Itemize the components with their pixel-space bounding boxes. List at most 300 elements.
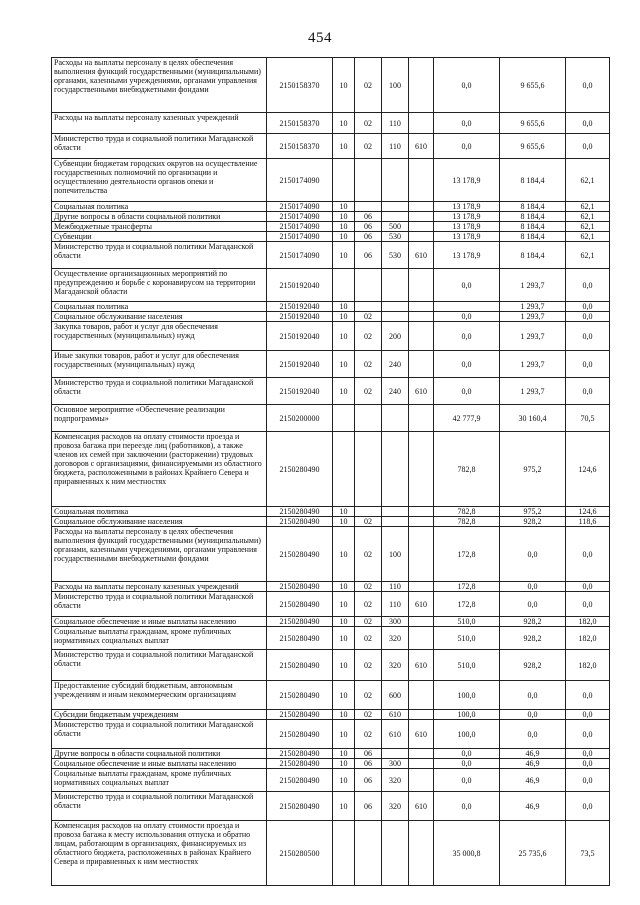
actual-amount-cell: 1 293,7 bbox=[500, 351, 566, 378]
table-row bbox=[52, 222, 610, 232]
target-article-cell: 2150192040 bbox=[267, 378, 333, 405]
target-article-cell: 2150280490 bbox=[267, 592, 333, 617]
target-article-cell: 2150280490 bbox=[267, 792, 333, 821]
budget-table bbox=[51, 57, 610, 886]
section-cell: 10 bbox=[333, 222, 355, 232]
target-article-cell: 2150174090 bbox=[267, 242, 333, 269]
actual-amount-cell: 928,2 bbox=[500, 650, 566, 681]
section-cell: 10 bbox=[333, 113, 355, 134]
row-name-cell: Социальные выплаты гражданам, кроме публичных нормативных социальных выплат bbox=[52, 769, 267, 792]
percent-cell: 73,5 bbox=[566, 821, 610, 886]
grbs-cell bbox=[409, 582, 434, 592]
row-name-cell: Министерство труда и социальной политики Магаданской области bbox=[52, 378, 267, 405]
grbs-cell: 610 bbox=[409, 134, 434, 159]
section-cell: 10 bbox=[333, 681, 355, 710]
section-cell: 10 bbox=[333, 242, 355, 269]
target-article-cell: 2150280500 bbox=[267, 821, 333, 886]
target-article-cell: 2150280490 bbox=[267, 617, 333, 627]
plan-amount-cell: 782,8 bbox=[434, 432, 500, 507]
actual-amount-cell: 928,2 bbox=[500, 617, 566, 627]
grbs-cell bbox=[409, 821, 434, 886]
subsection-cell: 02 bbox=[355, 617, 382, 627]
section-cell: 10 bbox=[333, 202, 355, 212]
row-name-cell: Осуществление организационных мероприятий по предупреждению и борьбе с коронавирусом на территории Магаданской области bbox=[52, 269, 267, 302]
plan-amount-cell: 510,0 bbox=[434, 627, 500, 650]
grbs-cell bbox=[409, 232, 434, 242]
target-article-cell: 2150158370 bbox=[267, 58, 333, 113]
plan-amount-cell: 0,0 bbox=[434, 792, 500, 821]
grbs-cell bbox=[409, 113, 434, 134]
actual-amount-cell: 46,9 bbox=[500, 759, 566, 769]
actual-amount-cell: 46,9 bbox=[500, 749, 566, 759]
plan-amount-cell: 42 777,9 bbox=[434, 405, 500, 432]
subsection-cell: 02 bbox=[355, 627, 382, 650]
row-name-cell: Расходы на выплаты персоналу казенных учреждений bbox=[52, 113, 267, 134]
table-row bbox=[52, 592, 610, 617]
target-article-cell: 2150280490 bbox=[267, 627, 333, 650]
expense-type-cell: 300 bbox=[382, 759, 409, 769]
expense-type-cell bbox=[382, 202, 409, 212]
row-name-cell: Министерство труда и социальной политики Магаданской области bbox=[52, 134, 267, 159]
row-name-cell: Предоставление субсидий бюджетным, автономным учреждениям и иным некоммерческим организациям bbox=[52, 681, 267, 710]
table-row bbox=[52, 582, 610, 592]
table-row bbox=[52, 322, 610, 351]
grbs-cell bbox=[409, 58, 434, 113]
percent-cell: 0,0 bbox=[566, 759, 610, 769]
section-cell bbox=[333, 405, 355, 432]
target-article-cell: 2150158370 bbox=[267, 134, 333, 159]
subsection-cell: 02 bbox=[355, 312, 382, 322]
expense-type-cell: 320 bbox=[382, 792, 409, 821]
plan-amount-cell: 0,0 bbox=[434, 58, 500, 113]
row-name-cell: Расходы на выплаты персоналу в целях обеспечения выполнения функций государственными (муниципальными) органами, казенными учреждениями, органами управления государственными внебюджетными фондами bbox=[52, 527, 267, 582]
grbs-cell: 610 bbox=[409, 792, 434, 821]
expense-type-cell: 530 bbox=[382, 232, 409, 242]
percent-cell: 118,6 bbox=[566, 517, 610, 527]
table-row bbox=[52, 821, 610, 886]
percent-cell: 0,0 bbox=[566, 769, 610, 792]
table-row bbox=[52, 759, 610, 769]
grbs-cell bbox=[409, 269, 434, 302]
table-row bbox=[52, 749, 610, 759]
target-article-cell: 2150280490 bbox=[267, 759, 333, 769]
grbs-cell bbox=[409, 322, 434, 351]
subsection-cell: 02 bbox=[355, 113, 382, 134]
grbs-cell bbox=[409, 302, 434, 312]
percent-cell: 62,1 bbox=[566, 202, 610, 212]
percent-cell: 0,0 bbox=[566, 322, 610, 351]
grbs-cell bbox=[409, 202, 434, 212]
grbs-cell: 610 bbox=[409, 242, 434, 269]
plan-amount-cell: 13 178,9 bbox=[434, 212, 500, 222]
expense-type-cell: 320 bbox=[382, 650, 409, 681]
target-article-cell: 2150174090 bbox=[267, 202, 333, 212]
percent-cell: 0,0 bbox=[566, 720, 610, 749]
subsection-cell bbox=[355, 159, 382, 202]
table-row bbox=[52, 159, 610, 202]
target-article-cell: 2150280490 bbox=[267, 507, 333, 517]
target-article-cell: 2150174090 bbox=[267, 159, 333, 202]
plan-amount-cell: 782,8 bbox=[434, 507, 500, 517]
target-article-cell: 2150280490 bbox=[267, 650, 333, 681]
subsection-cell: 02 bbox=[355, 517, 382, 527]
row-name-cell: Министерство труда и социальной политики Магаданской области bbox=[52, 792, 267, 821]
percent-cell: 0,0 bbox=[566, 582, 610, 592]
percent-cell: 0,0 bbox=[566, 58, 610, 113]
row-name-cell: Министерство труда и социальной политики Магаданской области bbox=[52, 592, 267, 617]
subsection-cell: 02 bbox=[355, 710, 382, 720]
subsection-cell bbox=[355, 405, 382, 432]
page-number: 454 bbox=[308, 30, 332, 46]
subsection-cell: 06 bbox=[355, 759, 382, 769]
row-name-cell: Министерство труда и социальной политики Магаданской области bbox=[52, 720, 267, 749]
grbs-cell bbox=[409, 617, 434, 627]
section-cell: 10 bbox=[333, 517, 355, 527]
plan-amount-cell: 172,8 bbox=[434, 582, 500, 592]
subsection-cell: 02 bbox=[355, 134, 382, 159]
section-cell bbox=[333, 269, 355, 302]
percent-cell: 0,0 bbox=[566, 710, 610, 720]
grbs-cell bbox=[409, 507, 434, 517]
subsection-cell: 02 bbox=[355, 351, 382, 378]
grbs-cell bbox=[409, 212, 434, 222]
grbs-cell: 610 bbox=[409, 720, 434, 749]
plan-amount-cell: 13 178,9 bbox=[434, 202, 500, 212]
target-article-cell: 2150280490 bbox=[267, 517, 333, 527]
subsection-cell: 02 bbox=[355, 720, 382, 749]
actual-amount-cell: 0,0 bbox=[500, 710, 566, 720]
grbs-cell bbox=[409, 769, 434, 792]
grbs-cell: 610 bbox=[409, 650, 434, 681]
target-article-cell: 2150192040 bbox=[267, 351, 333, 378]
row-name-cell: Субвенции бюджетам городских округов на осуществление государственных полномочий по организации и осуществлению деятельности органов опеки и попечительства bbox=[52, 159, 267, 202]
actual-amount-cell: 0,0 bbox=[500, 527, 566, 582]
expense-type-cell bbox=[382, 312, 409, 322]
expense-type-cell bbox=[382, 821, 409, 886]
actual-amount-cell: 1 293,7 bbox=[500, 302, 566, 312]
percent-cell: 182,0 bbox=[566, 650, 610, 681]
section-cell: 10 bbox=[333, 351, 355, 378]
actual-amount-cell: 46,9 bbox=[500, 792, 566, 821]
actual-amount-cell: 1 293,7 bbox=[500, 269, 566, 302]
section-cell: 10 bbox=[333, 792, 355, 821]
percent-cell: 0,0 bbox=[566, 749, 610, 759]
expense-type-cell bbox=[382, 269, 409, 302]
section-cell: 10 bbox=[333, 627, 355, 650]
plan-amount-cell: 0,0 bbox=[434, 769, 500, 792]
table-row bbox=[52, 351, 610, 378]
grbs-cell bbox=[409, 627, 434, 650]
subsection-cell bbox=[355, 269, 382, 302]
grbs-cell bbox=[409, 517, 434, 527]
plan-amount-cell: 172,8 bbox=[434, 592, 500, 617]
row-name-cell: Социальное обслуживание населения bbox=[52, 312, 267, 322]
percent-cell: 0,0 bbox=[566, 592, 610, 617]
expense-type-cell: 110 bbox=[382, 134, 409, 159]
table-row bbox=[52, 517, 610, 527]
percent-cell: 0,0 bbox=[566, 378, 610, 405]
actual-amount-cell: 928,2 bbox=[500, 517, 566, 527]
target-article-cell: 2150280490 bbox=[267, 432, 333, 507]
actual-amount-cell: 8 184,4 bbox=[500, 159, 566, 202]
expense-type-cell: 600 bbox=[382, 681, 409, 710]
plan-amount-cell: 0,0 bbox=[434, 312, 500, 322]
row-name-cell: Межбюджетные трансферты bbox=[52, 222, 267, 232]
actual-amount-cell: 928,2 bbox=[500, 627, 566, 650]
subsection-cell bbox=[355, 302, 382, 312]
row-name-cell: Субсидии бюджетным учреждениям bbox=[52, 710, 267, 720]
row-name-cell: Социальное обеспечение и иные выплаты населению bbox=[52, 759, 267, 769]
row-name-cell: Закупка товаров, работ и услуг для обеспечения государственных (муниципальных) нужд bbox=[52, 322, 267, 351]
expense-type-cell bbox=[382, 302, 409, 312]
plan-amount-cell: 100,0 bbox=[434, 720, 500, 749]
target-article-cell: 2150280490 bbox=[267, 527, 333, 582]
actual-amount-cell: 8 184,4 bbox=[500, 222, 566, 232]
section-cell: 10 bbox=[333, 650, 355, 681]
percent-cell: 124,6 bbox=[566, 432, 610, 507]
section-cell: 10 bbox=[333, 582, 355, 592]
table-row bbox=[52, 312, 610, 322]
actual-amount-cell: 8 184,4 bbox=[500, 242, 566, 269]
section-cell: 10 bbox=[333, 312, 355, 322]
expense-type-cell bbox=[382, 405, 409, 432]
section-cell: 10 bbox=[333, 322, 355, 351]
percent-cell: 0,0 bbox=[566, 113, 610, 134]
plan-amount-cell: 13 178,9 bbox=[434, 232, 500, 242]
grbs-cell bbox=[409, 432, 434, 507]
grbs-cell: 610 bbox=[409, 592, 434, 617]
expense-type-cell bbox=[382, 159, 409, 202]
grbs-cell bbox=[409, 159, 434, 202]
expense-type-cell: 530 bbox=[382, 242, 409, 269]
expense-type-cell: 240 bbox=[382, 351, 409, 378]
actual-amount-cell: 46,9 bbox=[500, 769, 566, 792]
plan-amount-cell bbox=[434, 302, 500, 312]
section-cell bbox=[333, 821, 355, 886]
section-cell: 10 bbox=[333, 749, 355, 759]
subsection-cell: 02 bbox=[355, 58, 382, 113]
target-article-cell: 2150280490 bbox=[267, 720, 333, 749]
actual-amount-cell: 0,0 bbox=[500, 720, 566, 749]
plan-amount-cell: 0,0 bbox=[434, 351, 500, 378]
percent-cell: 124,6 bbox=[566, 507, 610, 517]
row-name-cell: Министерство труда и социальной политики Магаданской области bbox=[52, 242, 267, 269]
actual-amount-cell: 9 655,6 bbox=[500, 134, 566, 159]
plan-amount-cell: 100,0 bbox=[434, 681, 500, 710]
section-cell: 10 bbox=[333, 378, 355, 405]
grbs-cell bbox=[409, 222, 434, 232]
actual-amount-cell: 9 655,6 bbox=[500, 113, 566, 134]
target-article-cell: 2150158370 bbox=[267, 113, 333, 134]
section-cell: 10 bbox=[333, 720, 355, 749]
plan-amount-cell: 0,0 bbox=[434, 113, 500, 134]
grbs-cell bbox=[409, 749, 434, 759]
actual-amount-cell: 8 184,4 bbox=[500, 232, 566, 242]
expense-type-cell: 110 bbox=[382, 113, 409, 134]
actual-amount-cell: 30 160,4 bbox=[500, 405, 566, 432]
plan-amount-cell: 782,8 bbox=[434, 517, 500, 527]
expense-type-cell bbox=[382, 507, 409, 517]
table-row bbox=[52, 432, 610, 507]
plan-amount-cell: 510,0 bbox=[434, 617, 500, 627]
percent-cell: 0,0 bbox=[566, 527, 610, 582]
table-row bbox=[52, 113, 610, 134]
grbs-cell: 610 bbox=[409, 378, 434, 405]
subsection-cell bbox=[355, 507, 382, 517]
actual-amount-cell: 9 655,6 bbox=[500, 58, 566, 113]
percent-cell: 62,1 bbox=[566, 212, 610, 222]
plan-amount-cell: 35 000,8 bbox=[434, 821, 500, 886]
target-article-cell: 2150192040 bbox=[267, 269, 333, 302]
target-article-cell: 2150192040 bbox=[267, 322, 333, 351]
target-article-cell: 2150174090 bbox=[267, 222, 333, 232]
table-row bbox=[52, 627, 610, 650]
percent-cell: 70,5 bbox=[566, 405, 610, 432]
expense-type-cell: 110 bbox=[382, 582, 409, 592]
row-name-cell: Расходы на выплаты персоналу казенных учреждений bbox=[52, 582, 267, 592]
plan-amount-cell: 0,0 bbox=[434, 759, 500, 769]
expense-type-cell: 110 bbox=[382, 592, 409, 617]
percent-cell: 182,0 bbox=[566, 617, 610, 627]
table-row bbox=[52, 232, 610, 242]
actual-amount-cell: 8 184,4 bbox=[500, 212, 566, 222]
expense-type-cell bbox=[382, 432, 409, 507]
plan-amount-cell: 172,8 bbox=[434, 527, 500, 582]
plan-amount-cell: 13 178,9 bbox=[434, 159, 500, 202]
percent-cell: 62,1 bbox=[566, 232, 610, 242]
row-name-cell: Субвенции bbox=[52, 232, 267, 242]
subsection-cell: 06 bbox=[355, 792, 382, 821]
section-cell: 10 bbox=[333, 527, 355, 582]
expense-type-cell: 500 bbox=[382, 222, 409, 232]
row-name-cell: Основное мероприятие «Обеспечение реализации подпрограммы» bbox=[52, 405, 267, 432]
subsection-cell: 06 bbox=[355, 212, 382, 222]
actual-amount-cell: 0,0 bbox=[500, 681, 566, 710]
subsection-cell: 02 bbox=[355, 322, 382, 351]
grbs-cell bbox=[409, 710, 434, 720]
actual-amount-cell: 1 293,7 bbox=[500, 378, 566, 405]
expense-type-cell bbox=[382, 749, 409, 759]
actual-amount-cell: 1 293,7 bbox=[500, 322, 566, 351]
subsection-cell: 06 bbox=[355, 222, 382, 232]
percent-cell: 0,0 bbox=[566, 792, 610, 821]
section-cell bbox=[333, 432, 355, 507]
target-article-cell: 2150200000 bbox=[267, 405, 333, 432]
section-cell: 10 bbox=[333, 592, 355, 617]
row-name-cell: Социальная политика bbox=[52, 507, 267, 517]
plan-amount-cell: 13 178,9 bbox=[434, 222, 500, 232]
percent-cell: 62,1 bbox=[566, 222, 610, 232]
expense-type-cell bbox=[382, 517, 409, 527]
table-row bbox=[52, 527, 610, 582]
expense-type-cell: 320 bbox=[382, 769, 409, 792]
actual-amount-cell: 1 293,7 bbox=[500, 312, 566, 322]
table-row bbox=[52, 202, 610, 212]
target-article-cell: 2150280490 bbox=[267, 769, 333, 792]
plan-amount-cell: 13 178,9 bbox=[434, 242, 500, 269]
target-article-cell: 2150174090 bbox=[267, 232, 333, 242]
section-cell bbox=[333, 159, 355, 202]
target-article-cell: 2150280490 bbox=[267, 710, 333, 720]
table-row bbox=[52, 58, 610, 113]
table-row bbox=[52, 769, 610, 792]
expense-type-cell bbox=[382, 212, 409, 222]
section-cell: 10 bbox=[333, 232, 355, 242]
table-row bbox=[52, 302, 610, 312]
grbs-cell bbox=[409, 405, 434, 432]
table-row bbox=[52, 405, 610, 432]
target-article-cell: 2150192040 bbox=[267, 302, 333, 312]
percent-cell: 62,1 bbox=[566, 159, 610, 202]
grbs-cell bbox=[409, 351, 434, 378]
subsection-cell bbox=[355, 432, 382, 507]
percent-cell: 0,0 bbox=[566, 269, 610, 302]
table-row bbox=[52, 134, 610, 159]
row-name-cell: Другие вопросы в области социальной политики bbox=[52, 212, 267, 222]
row-name-cell: Социальная политика bbox=[52, 202, 267, 212]
section-cell: 10 bbox=[333, 710, 355, 720]
plan-amount-cell: 0,0 bbox=[434, 322, 500, 351]
plan-amount-cell: 0,0 bbox=[434, 134, 500, 159]
table-row bbox=[52, 212, 610, 222]
subsection-cell: 02 bbox=[355, 592, 382, 617]
actual-amount-cell: 0,0 bbox=[500, 582, 566, 592]
subsection-cell bbox=[355, 202, 382, 212]
subsection-cell: 02 bbox=[355, 650, 382, 681]
table-row bbox=[52, 792, 610, 821]
expense-type-cell: 100 bbox=[382, 527, 409, 582]
target-article-cell: 2150280490 bbox=[267, 681, 333, 710]
actual-amount-cell: 8 184,4 bbox=[500, 202, 566, 212]
row-name-cell: Компенсация расходов на оплату стоимости проезда и провоза багажа при переезде лиц (работников), а также членов их семей при заключении (расторжении) трудовых договоров с организациями, финансируемыми из областного бюджета, расположенными в районах Крайнего Севера и приравненных к ним местностях bbox=[52, 432, 267, 507]
grbs-cell bbox=[409, 759, 434, 769]
row-name-cell: Социальное обслуживание населения bbox=[52, 517, 267, 527]
target-article-cell: 2150280490 bbox=[267, 582, 333, 592]
subsection-cell: 02 bbox=[355, 378, 382, 405]
table-row bbox=[52, 720, 610, 749]
expense-type-cell: 300 bbox=[382, 617, 409, 627]
section-cell: 10 bbox=[333, 617, 355, 627]
plan-amount-cell: 0,0 bbox=[434, 378, 500, 405]
row-name-cell: Иные закупки товаров, работ и услуг для обеспечения государственных (муниципальных) нужд bbox=[52, 351, 267, 378]
expense-type-cell: 610 bbox=[382, 720, 409, 749]
expense-type-cell: 100 bbox=[382, 58, 409, 113]
section-cell: 10 bbox=[333, 769, 355, 792]
subsection-cell: 02 bbox=[355, 582, 382, 592]
subsection-cell: 06 bbox=[355, 232, 382, 242]
percent-cell: 182,0 bbox=[566, 627, 610, 650]
target-article-cell: 2150174090 bbox=[267, 212, 333, 222]
percent-cell: 0,0 bbox=[566, 134, 610, 159]
grbs-cell bbox=[409, 527, 434, 582]
table-row bbox=[52, 650, 610, 681]
table-row bbox=[52, 710, 610, 720]
plan-amount-cell: 100,0 bbox=[434, 710, 500, 720]
row-name-cell: Социальные выплаты гражданам, кроме публичных нормативных социальных выплат bbox=[52, 627, 267, 650]
expense-type-cell: 320 bbox=[382, 627, 409, 650]
actual-amount-cell: 975,2 bbox=[500, 432, 566, 507]
row-name-cell: Расходы на выплаты персоналу в целях обеспечения выполнения функций государственными (муниципальными) органами, казенными учреждениями, органами управления государственными внебюджетными фондами bbox=[52, 58, 267, 113]
section-cell: 10 bbox=[333, 507, 355, 517]
subsection-cell: 02 bbox=[355, 681, 382, 710]
table-row bbox=[52, 681, 610, 710]
subsection-cell: 06 bbox=[355, 769, 382, 792]
actual-amount-cell: 975,2 bbox=[500, 507, 566, 517]
section-cell: 10 bbox=[333, 759, 355, 769]
percent-cell: 0,0 bbox=[566, 302, 610, 312]
subsection-cell: 02 bbox=[355, 527, 382, 582]
subsection-cell: 06 bbox=[355, 749, 382, 759]
